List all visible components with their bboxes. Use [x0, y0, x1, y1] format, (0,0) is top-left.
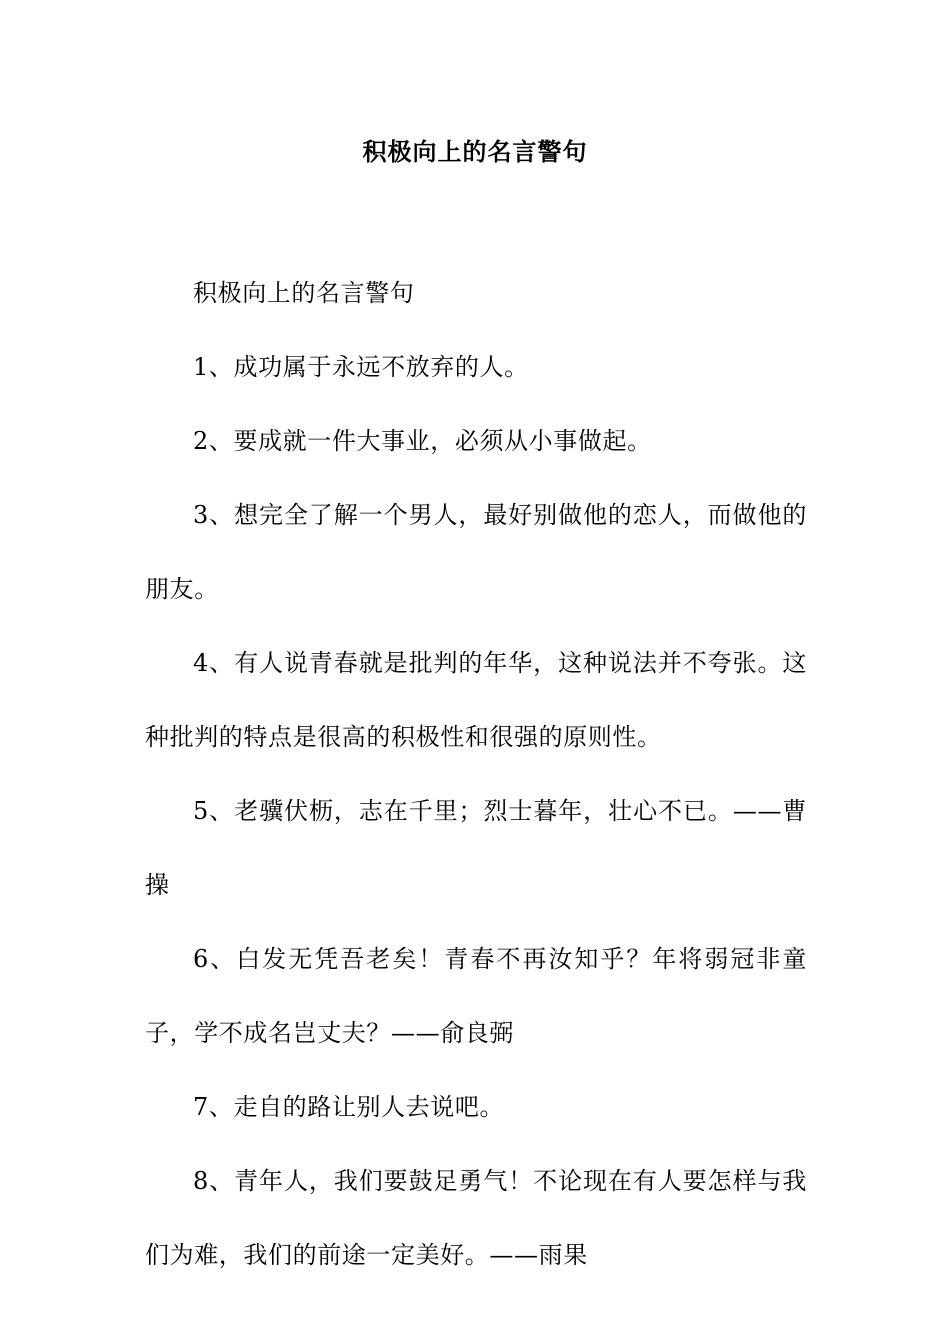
- quote-2: 2、要成就一件大事业，必须从小事做起。: [193, 427, 652, 455]
- quote-6: 6、白发无凭吾老矣！青春不再汝知乎？年将弱冠非童子，学不成名岂丈夫？——俞良弼: [145, 945, 807, 1047]
- quote-4: 4、有人说青春就是批判的年华，这种说法并不夸张。这种批判的特点是很高的积极性和很强的原则性。: [145, 649, 807, 751]
- quote-7: 7、走自的路让别人去说吧。: [193, 1093, 505, 1121]
- paragraph-heading: 积极向上的名言警句: [193, 279, 415, 307]
- document-body: [145, 256, 807, 1292]
- quote-8: 8、青年人，我们要鼓足勇气！不论现在有人要怎样与我们为难，我们的前途一定美好。——雨果: [145, 1167, 807, 1269]
- quote-3: 3、想完全了解一个男人，最好别做他的恋人，而做他的朋友。: [145, 501, 807, 603]
- quote-5: 5、老骥伏枥，志在千里；烈士暮年，壮心不已。——曹操: [145, 797, 807, 899]
- quote-1: 1、成功属于永远不放弃的人。: [193, 353, 529, 381]
- document-title: 积极向上的名言警句: [362, 137, 588, 166]
